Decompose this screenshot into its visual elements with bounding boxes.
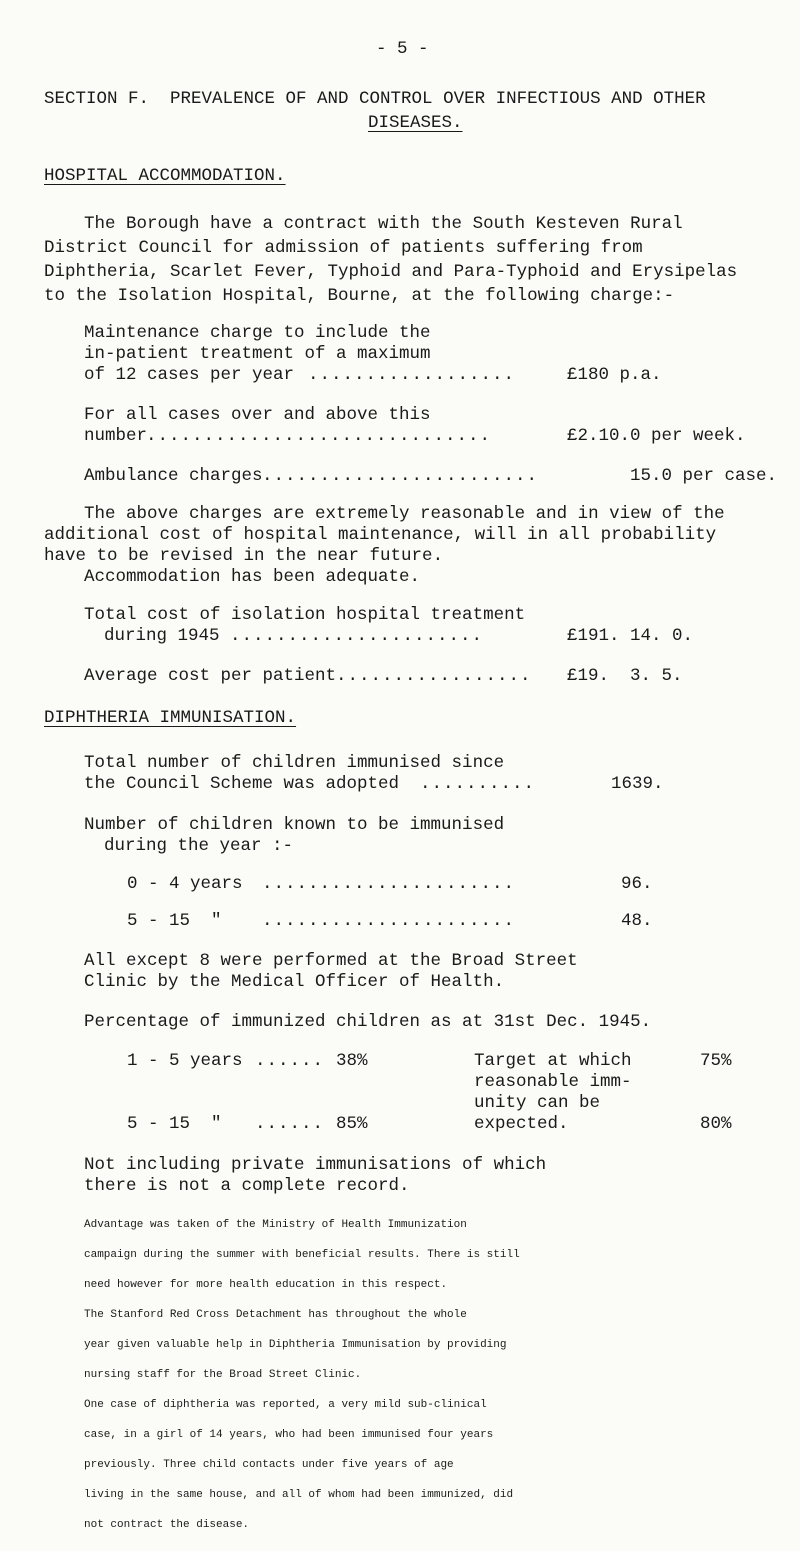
age-value: 48. (621, 911, 653, 931)
target-text: reasonable imm- (474, 1072, 632, 1092)
total-label: Total number of children immunised since (84, 753, 505, 773)
total-value: 1639. (611, 774, 664, 794)
clinic-note: Clinic by the Medical Officer of Health. (84, 972, 505, 992)
closing-line: year given valuable help in Diphtheria Immunisation by providing (84, 1339, 507, 1351)
closing-line: previously. Three child contacts under five years of age (84, 1459, 454, 1471)
hospital-intro-line: The Borough have a contract with the South Kesteven Rural (84, 214, 683, 234)
target-text: Target at which (474, 1051, 632, 1071)
age-label: 5 - 15 " (127, 911, 222, 931)
year-label: during the year :- (104, 836, 294, 856)
total-label: the Council Scheme was adopted (84, 774, 400, 794)
section-title: SECTION F. PREVALENCE OF AND CONTROL OVER INFECTIOUS AND OTHER (44, 89, 706, 109)
private-note: Not including private immunisations of which (84, 1155, 547, 1175)
dot-leader: ...... (255, 1051, 325, 1071)
cost-label: Total cost of isolation hospital treatment (84, 605, 526, 625)
age-label: 0 - 4 years (127, 874, 243, 894)
target-text: expected. (474, 1114, 569, 1134)
hospital-intro-line: to the Isolation Hospital, Bourne, at the following charge:- (44, 286, 675, 306)
remarks-line: have to be revised in the near future. (44, 546, 444, 566)
remarks-line: additional cost of hospital maintenance, will in all probability (44, 525, 717, 545)
charge-label: Maintenance charge to include the (84, 323, 431, 343)
target-value: 80% (700, 1114, 732, 1134)
clinic-note: All except 8 were performed at the Broad Street (84, 951, 578, 971)
dot-leader: ................. (336, 666, 532, 686)
closing-line: need however for more health education in this respect. (84, 1279, 448, 1291)
dot-leader: .......... (420, 774, 536, 794)
hospital-heading: HOSPITAL ACCOMMODATION. (44, 166, 286, 186)
charge-label: in-patient treatment of a maximum (84, 344, 431, 364)
percent-label: 1 - 5 years (127, 1051, 243, 1071)
cost-value: £19. 3. 5. (567, 666, 683, 686)
closing-line: Advantage was taken of the Ministry of Health Immunization (84, 1219, 467, 1231)
page-number: - 5 - (376, 39, 429, 59)
private-note: there is not a complete record. (84, 1176, 410, 1196)
diphtheria-heading: DIPHTHERIA IMMUNISATION. (44, 708, 297, 728)
target-value: 75% (700, 1051, 732, 1071)
percent-label: 5 - 15 " (127, 1114, 233, 1134)
dot-leader: ...... (255, 1114, 325, 1134)
charge-value: 15.0 per case. (630, 466, 778, 486)
section-title-continued: DISEASES. (368, 113, 463, 133)
percent-value: 85% (336, 1114, 368, 1134)
charge-value: £2.10.0 per week. (567, 426, 746, 446)
closing-line: living in the same house, and all of whom had been immunized, did (84, 1489, 514, 1501)
hospital-intro-line: District Council for admission of patients suffering from (44, 238, 643, 258)
closing-paragraph (84, 1200, 520, 1550)
charge-label: of 12 cases per year (84, 365, 295, 385)
remarks-line: The above charges are extremely reasonable and in view of the (84, 504, 725, 524)
cost-label: during 1945 (104, 626, 220, 646)
dot-leader: ...................... (262, 911, 516, 931)
charge-label: Ambulance charges (84, 466, 263, 486)
hospital-intro-line: Diphtheria, Scarlet Fever, Typhoid and Para-Typhoid and Erysipelas (44, 262, 738, 282)
percent-value: 38% (336, 1051, 368, 1071)
charge-value: £180 p.a. (567, 365, 662, 385)
percentage-heading: Percentage of immunized children as at 31st Dec. 1945. (84, 1012, 652, 1032)
age-value: 96. (621, 874, 653, 894)
closing-line: case, in a girl of 14 years, who had been immunised four years (84, 1429, 494, 1441)
year-label: Number of children known to be immunised (84, 815, 505, 835)
closing-line: not contract the disease. (84, 1519, 250, 1531)
dot-leader: .................. (308, 365, 516, 385)
dot-leader: ........................ (262, 466, 539, 486)
charge-label: number (84, 426, 148, 446)
dot-leader: ...................... (230, 626, 484, 646)
target-text: unity can be (474, 1093, 601, 1113)
closing-line: campaign during the summer with beneficial results. There is still (84, 1249, 520, 1261)
closing-line: The Stanford Red Cross Detachment has throughout the whole (84, 1309, 467, 1321)
cost-value: £191. 14. 0. (567, 626, 694, 646)
closing-line: nursing staff for the Broad Street Clinic. (84, 1369, 362, 1381)
remarks-line: Accommodation has been adequate. (84, 567, 421, 587)
dot-leader: ...................... (262, 874, 516, 894)
charge-label: For all cases over and above this (84, 405, 431, 425)
dot-leader: .............................. (146, 426, 492, 446)
cost-label: Average cost per patient (84, 666, 337, 686)
closing-line: One case of diphtheria was reported, a very mild sub-clinical (84, 1399, 487, 1411)
